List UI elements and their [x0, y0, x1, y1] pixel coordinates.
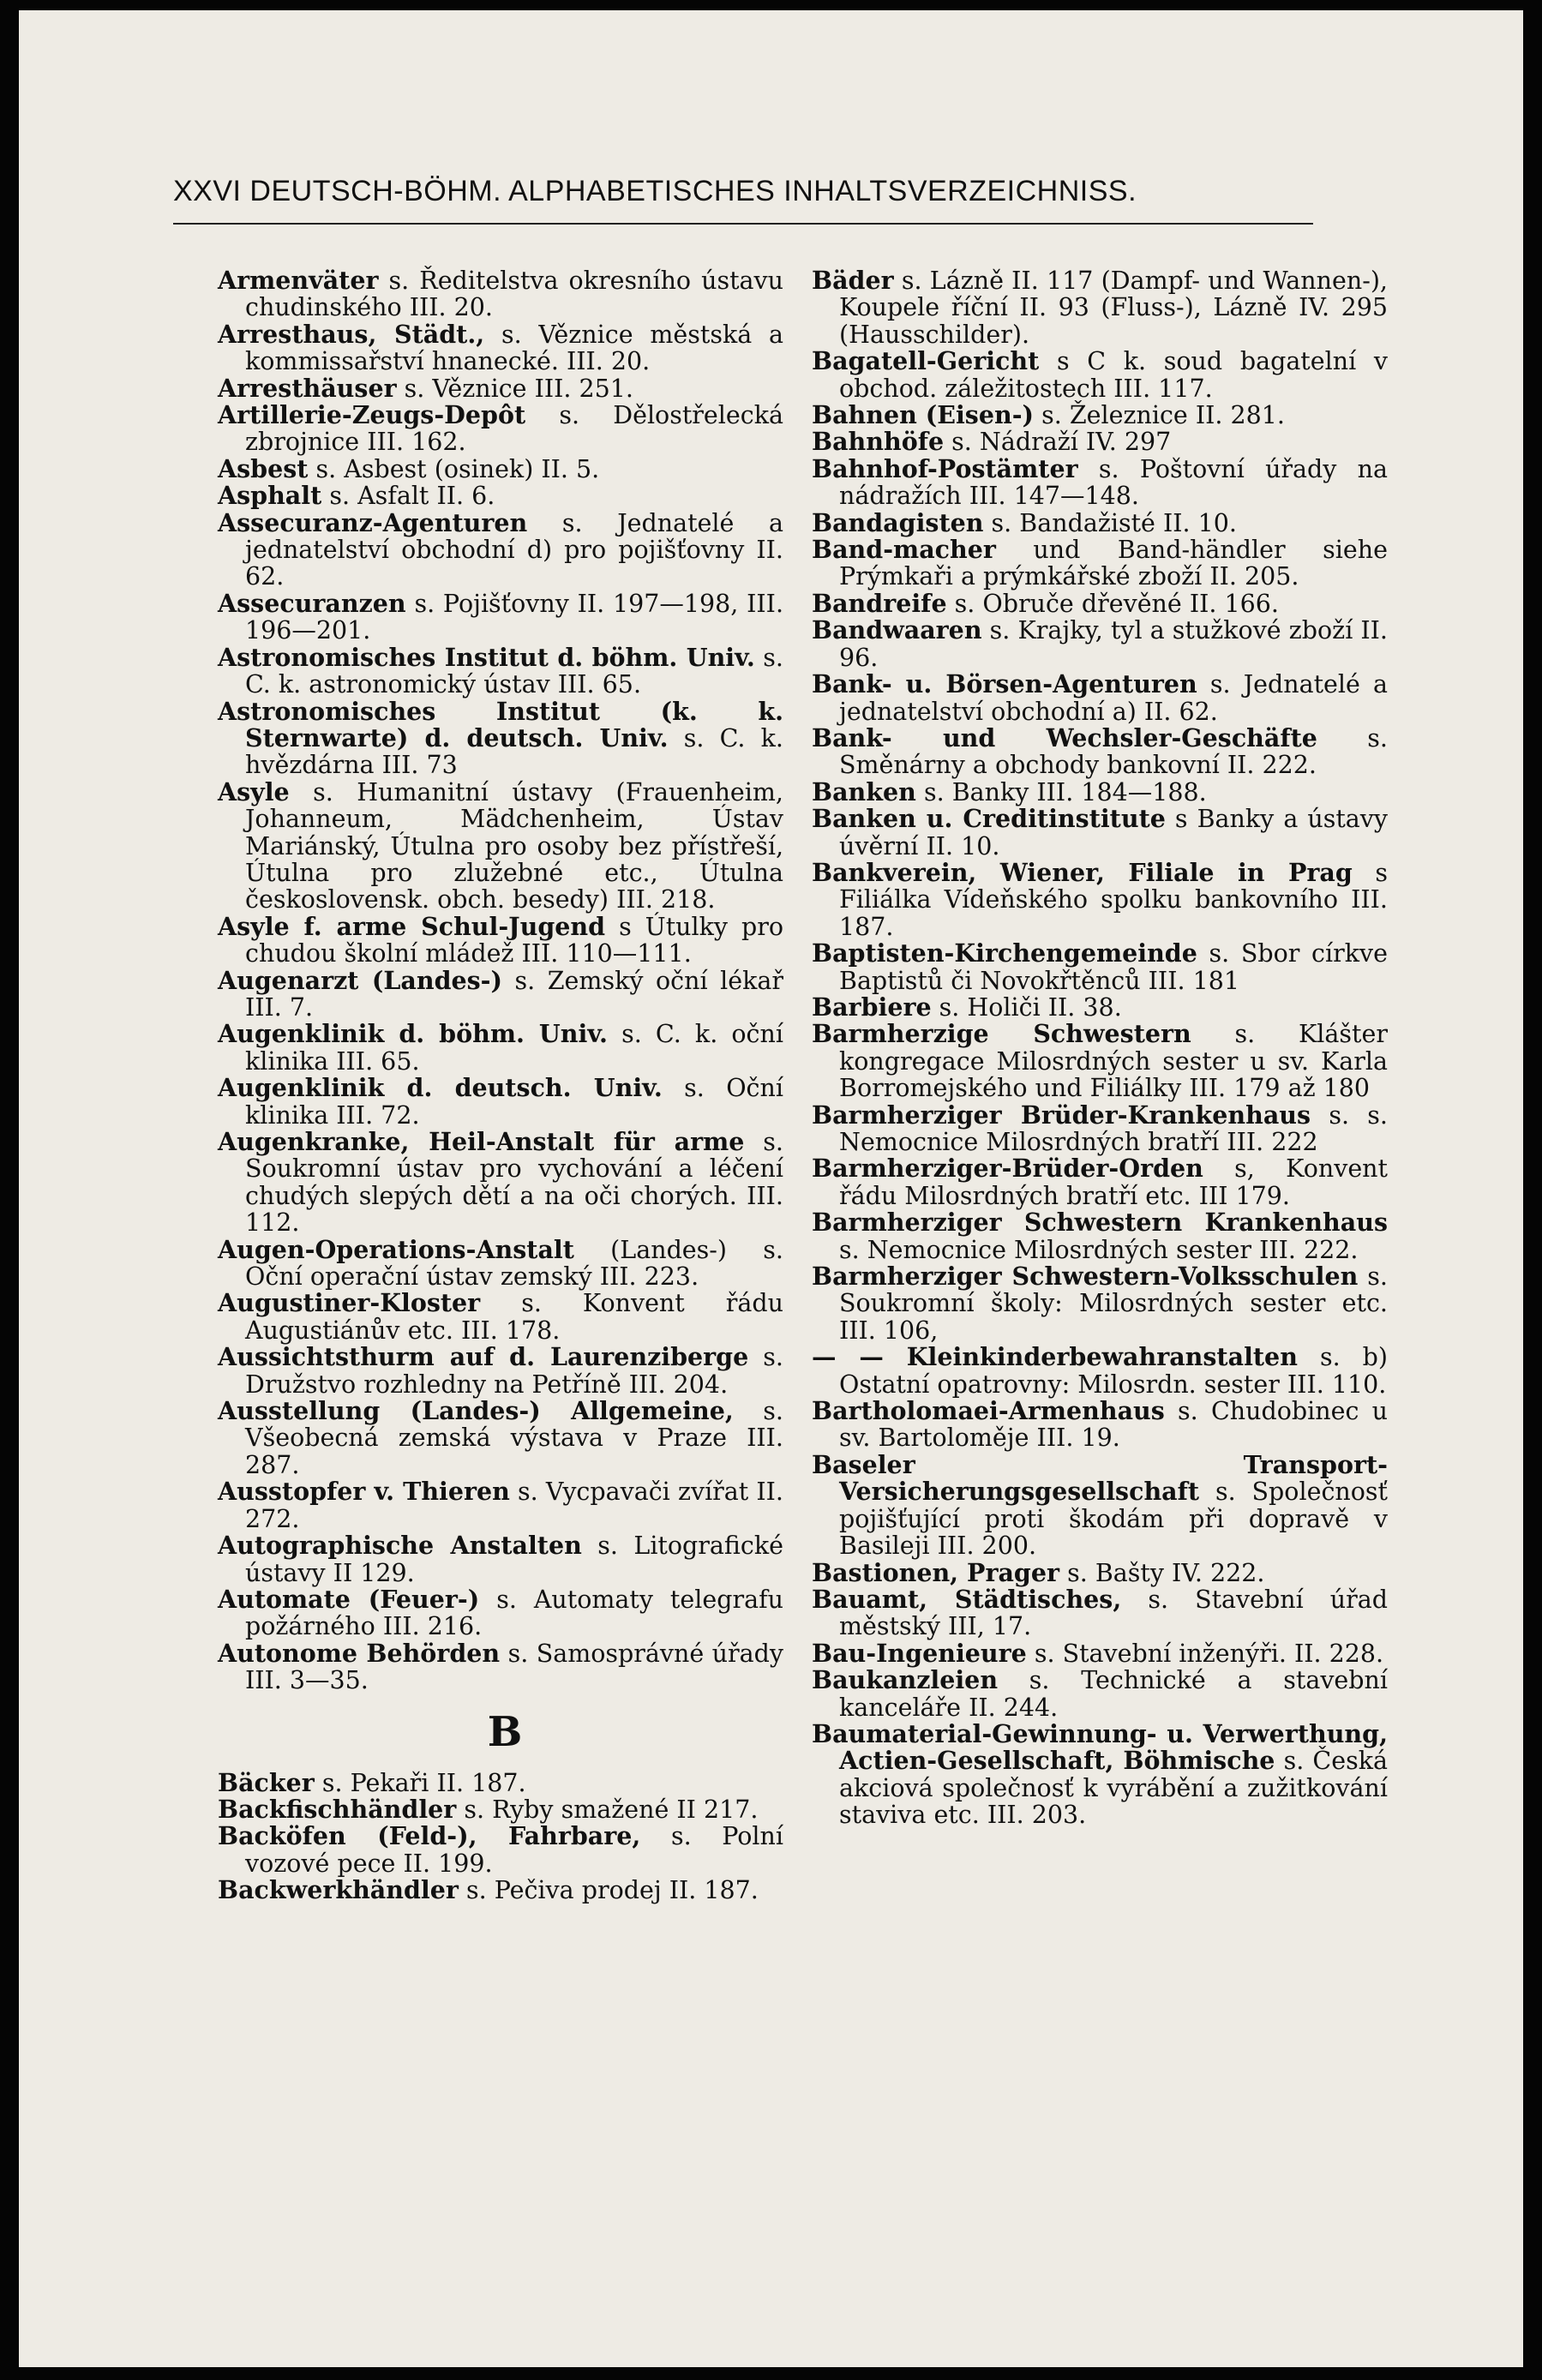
entry-reference: s. Stavební inženýři. II. 228. — [1026, 1639, 1384, 1668]
entry-reference: s. Holiči II. 38. — [931, 992, 1122, 1022]
index-entry — [218, 483, 783, 509]
index-entry — [812, 402, 1388, 429]
left-column — [218, 267, 783, 1904]
index-entry — [812, 857, 1388, 941]
entry-headword: Augenklinik d. böhm. Univ. — [218, 1019, 608, 1049]
index-entry — [218, 588, 783, 645]
entry-reference: s. Věznice III. 251. — [396, 374, 633, 403]
index-entry — [218, 1532, 783, 1586]
entry-reference: s. Bandažisté II. 10. — [983, 508, 1237, 537]
index-entry — [812, 1398, 1388, 1452]
entry-reference: s Banky a ústavy úvěrní II. 10. — [839, 805, 1388, 860]
entry-reference: s Útulky pro chudou školní mládež III. 110—111. — [245, 912, 783, 968]
book-page — [19, 10, 1523, 2367]
entry-headword: Barbiere — [812, 992, 932, 1022]
entry-headword: Assecuranz-Agenturen — [218, 507, 528, 537]
entry-headword: Bandagisten — [812, 507, 984, 537]
index-entry — [812, 776, 1388, 806]
index-entry — [218, 644, 783, 698]
entry-reference: s. Poštovní úřady na nádražích III. 147—148. — [839, 454, 1388, 511]
index-entry — [812, 507, 1388, 537]
entry-headword: Bahnen (Eisen-) — [812, 400, 1035, 430]
entry-headword: Astronomisches Institut d. böhm. Univ. — [218, 642, 755, 672]
index-entry — [812, 1586, 1388, 1640]
entry-reference: s. Humanitní ústavy (Frauenheim, Johanneum, Mädchenheim, Ústav Mariánský, Útulna pro osoby bez přístřeší, Útulna pro zlužebné etc., Útulna československ. obch. besedy) III. 218. — [245, 777, 783, 914]
entry-reference: s. Směnárny a obchody bankovní II. 222. — [839, 723, 1388, 780]
index-entry — [218, 1075, 783, 1129]
entries-b — [218, 1767, 783, 1905]
entry-reference: s. Družstvo rozhledny na Petříně III. 204. — [245, 1343, 783, 1399]
entry-reference: s. Banky III. 184—188. — [915, 777, 1207, 806]
index-entry — [218, 1021, 783, 1075]
entry-headword: Band-macher — [812, 535, 996, 565]
index-entry — [812, 537, 1388, 591]
index-entry — [218, 1344, 783, 1398]
entry-headword: Bankverein, Wiener, Filiale in Prag — [812, 857, 1353, 887]
entry-reference: s. Technické a stavební kanceláře II. 244. — [839, 1666, 1388, 1722]
section-letter-b: B — [487, 1707, 523, 1756]
page-header: XXVI DEUTSCH-BÖHM. ALPHABETISCHES INHALTSVERZEICHNISS. — [173, 175, 1137, 207]
entry-reference: s. Soukromní ústav pro vychování a léčení chudých slepých dětí a na oči chorých. III. 112. — [245, 1128, 783, 1238]
entry-headword: Backöfen (Feld-), Fahrbare, — [218, 1821, 641, 1851]
entry-headword: Banken u. Creditinstitute — [812, 804, 1166, 834]
entry-headword: Astronomisches Institut (k. k. Sternwarte) d. deutsch. Univ. — [218, 696, 783, 752]
index-entry — [812, 940, 1388, 994]
entry-reference: s. Polní vozové pece II. 199. — [245, 1822, 783, 1878]
entry-headword: Augenklinik d. deutsch. Univ. — [218, 1073, 663, 1103]
entry-headword: Bagatell-Gericht — [812, 346, 1040, 376]
index-entry — [218, 321, 783, 375]
entry-reference: s. Vycpavači zvířat II. 272. — [245, 1478, 783, 1533]
entry-headword: Barmherzige Schwestern — [812, 1019, 1191, 1049]
index-entry — [218, 1586, 783, 1640]
entry-reference: s. Česká akciová společnosť k vyrábění a zužitkování staviva etc. III. 203. — [839, 1747, 1388, 1830]
entry-reference: s. Ryby smažené II 217. — [456, 1795, 759, 1824]
index-entry — [812, 1344, 1388, 1398]
index-entry — [218, 402, 783, 456]
entry-headword: Barmherziger-Brüder-Orden — [812, 1154, 1203, 1184]
index-entry — [218, 1767, 783, 1797]
entry-reference: s. Jednatelé a jednatelství obchodní d) pro pojišťovny II. 62. — [245, 508, 783, 591]
entry-headword: Asphalt — [218, 481, 322, 511]
index-entry — [218, 698, 783, 779]
index-entry — [812, 1209, 1388, 1263]
index-entry — [812, 1640, 1388, 1667]
index-entry — [812, 429, 1388, 455]
entry-headword: Automate (Feuer-) — [218, 1584, 480, 1614]
entry-reference: s. Železnice II. 281. — [1034, 401, 1285, 430]
entry-reference: s. C. k. hvězdárna III. 73 — [245, 723, 783, 780]
entry-reference: s C k. soud bagatelní v obchod. záležitostech III. 117. — [839, 347, 1388, 403]
entry-reference: s. Jednatelé a jednatelství obchodní a) II. 62. — [839, 670, 1388, 726]
entry-headword: — — Kleinkinderbewahranstalten — [812, 1342, 1298, 1372]
entry-reference: s. Automaty telegrafu požárného III. 216. — [245, 1585, 783, 1641]
entry-reference: s Filiálka Vídeňského spolku bankovního III. 187. — [839, 858, 1388, 941]
index-entry — [812, 348, 1388, 402]
entry-reference: (Landes-) s. Oční operační ústav zemský III. 223. — [245, 1235, 783, 1292]
index-entry — [218, 453, 783, 483]
entry-headword: Armenväter — [218, 266, 379, 295]
entry-reference: s. Asfalt II. 6. — [321, 482, 495, 511]
entry-reference: s. Ředitelstva okresního ústavu chudinského III. 20. — [245, 267, 783, 322]
entry-reference: s, Konvent řádu Milosrdných bratří etc. III 179. — [839, 1154, 1388, 1210]
entry-headword: Augenkranke, Heil-Anstalt für arme — [218, 1127, 745, 1156]
entry-headword: Asyle — [218, 776, 290, 806]
index-entry — [218, 1796, 783, 1823]
entry-reference: s. Sbor církve Baptistů či Novokřtěnců III. 181 — [839, 939, 1388, 995]
entry-headword: Backwerkhändler — [218, 1875, 459, 1905]
index-entry — [812, 453, 1388, 511]
entries-a — [218, 267, 783, 1694]
index-entry — [812, 1718, 1388, 1830]
entry-reference: s. Pekaři II. 187. — [314, 1768, 526, 1797]
entry-headword: Baumaterial-Gewinnung- u. Verwerthung, Actien-Gesellschaft, Böhmische — [812, 1718, 1388, 1776]
index-entry — [218, 1290, 783, 1344]
entry-reference: s. Pečiva prodej II. 187. — [458, 1876, 759, 1905]
entry-reference: s. Stavební úřad městský III, 17. — [839, 1585, 1388, 1641]
index-entry — [218, 1234, 783, 1292]
index-entry — [218, 1398, 783, 1478]
index-entry — [218, 965, 783, 1022]
entries-right — [812, 267, 1388, 1829]
entry-headword: Autographische Anstalten — [218, 1531, 582, 1561]
index-entry — [812, 722, 1388, 780]
index-entry — [812, 1557, 1388, 1587]
index-entry — [812, 806, 1388, 860]
index-entry — [218, 1640, 783, 1694]
entry-reference: s. Nádraží IV. 297 — [944, 428, 1172, 457]
entry-reference: s. Oční klinika III. 72. — [245, 1074, 783, 1130]
entry-headword: Arresthaus, Städt., — [218, 319, 485, 349]
entry-headword: Baptisten-Kirchengemeinde — [812, 938, 1197, 968]
entry-headword: Bank- und Wechsler-Geschäfte — [812, 722, 1317, 752]
entry-headword: Bahnhöfe — [812, 427, 945, 457]
entry-headword: Augenarzt (Landes-) — [218, 965, 502, 995]
entry-reference: s. Chudobinec u sv. Bartoloměje III. 19. — [839, 1397, 1388, 1453]
entry-reference: s. Nemocnice Milosrdných sester III. 222. — [839, 1235, 1359, 1264]
entry-headword: Bäder — [812, 266, 894, 295]
entry-reference: s. Dělostřelecká zbrojnice III. 162. — [245, 401, 783, 457]
entry-headword: Bandwaaren — [812, 615, 982, 645]
entry-headword: Bastionen, Prager — [812, 1557, 1060, 1587]
entry-headword: Augustiner-Kloster — [218, 1288, 481, 1318]
entry-reference: s. b) Ostatní opatrovny: Milosrdn. sester III. 110. — [839, 1343, 1389, 1399]
entry-reference: s. Bašty IV. 222. — [1059, 1558, 1265, 1587]
entry-reference: s. Soukromní školy: Milosrdných sester etc. III. 106, — [839, 1262, 1388, 1345]
index-entry — [812, 617, 1388, 671]
entry-headword: Bartholomaei-Armenhaus — [812, 1396, 1165, 1426]
index-entry — [812, 671, 1388, 725]
entry-reference: s. Obruče dřevěné II. 166. — [946, 589, 1279, 618]
index-entry — [218, 267, 783, 321]
entry-headword: Aussichtsthurm auf d. Laurenziberge — [218, 1342, 749, 1372]
entry-headword: Bahnhof-Postämter — [812, 453, 1078, 483]
entry-reference: s. Konvent řádu Augustiánův etc. III. 178. — [245, 1289, 783, 1345]
index-entry — [812, 1102, 1388, 1156]
entry-headword: Backfischhändler — [218, 1794, 457, 1824]
entry-reference: s. Asbest (osinek) II. 5. — [308, 454, 600, 483]
index-entry — [812, 1021, 1388, 1101]
entry-headword: Baseler Transport-Versicherungsgesellschaft — [812, 1449, 1388, 1507]
entry-headword: Baukanzleien — [812, 1665, 999, 1695]
index-entry — [218, 911, 783, 968]
index-entry — [218, 776, 783, 914]
index-entry — [218, 1129, 783, 1237]
index-entry — [218, 375, 783, 402]
entry-reference: s. Klášter kongregace Milosrdných sester u sv. Karla Borromejského und Filiálky III. 179 až 180 — [839, 1020, 1388, 1103]
entry-reference: s. Všeobecná zemská výstava v Praze III. 287. — [245, 1397, 783, 1479]
index-entry — [218, 507, 783, 591]
entry-reference: und Band-händler siehe Prýmkaři a prýmkářské zboží II. 205. — [839, 536, 1388, 591]
index-entry — [812, 1667, 1388, 1721]
entry-headword: Banken — [812, 776, 916, 806]
entry-headword: Barmherziger Schwestern-Volksschulen — [812, 1262, 1359, 1292]
entry-headword: Arresthäuser — [218, 373, 397, 403]
entry-headword: Barmherziger Brüder-Krankenhaus — [812, 1100, 1311, 1130]
entry-reference: s. Pojišťovny II. 197—198, III. 196—201. — [245, 589, 783, 645]
entry-reference: s. Lázně II. 117 (Dampf- und Wannen-), Koupele říční II. 93 (Fluss-), Lázně IV. 295 (Hausschilder). — [839, 267, 1388, 349]
index-entry — [812, 1155, 1388, 1209]
entry-headword: Bau-Ingenieure — [812, 1638, 1027, 1668]
entry-headword: Autonome Behörden — [218, 1638, 501, 1668]
entry-reference: s. Společnosť pojišťující proti škodám při dopravě v Basileji III. 200. — [839, 1478, 1388, 1561]
entry-headword: Augen-Operations-Anstalt — [218, 1234, 574, 1264]
header-rule — [173, 223, 1313, 225]
entry-headword: Artillerie-Zeugs-Depôt — [218, 400, 526, 430]
entry-reference: s. C. k. oční klinika III. 65. — [245, 1020, 783, 1076]
entry-headword: Assecuranzen — [218, 588, 406, 618]
entry-headword: Bank- u. Börsen-Agenturen — [812, 669, 1197, 699]
index-entry — [812, 267, 1388, 348]
entry-reference: s. C. k. astronomický ústav III. 65. — [245, 643, 783, 699]
entry-reference: s. s. Nemocnice Milosrdných bratří III. 222 — [839, 1100, 1388, 1156]
index-entry — [812, 1263, 1388, 1344]
index-entry — [218, 1877, 783, 1903]
entry-headword: Asyle f. arme Schul-Jugend — [218, 911, 606, 941]
entry-headword: Bandreife — [812, 588, 947, 618]
entry-reference: s. Litografické ústavy II 129. — [245, 1532, 784, 1587]
index-entry — [218, 1478, 783, 1532]
entry-headword: Bauamt, Städtisches, — [812, 1584, 1122, 1614]
entry-headword: Bäcker — [218, 1767, 315, 1797]
entry-reference: s. Krajky, tyl a stužkové zboží II. 96. — [839, 616, 1388, 672]
entry-reference: s. Samosprávné úřady III. 3—35. — [245, 1639, 784, 1695]
entry-reference: s. Zemský oční lékař III. 7. — [245, 966, 783, 1022]
index-entry — [812, 588, 1388, 618]
entry-headword: Ausstopfer v. Thieren — [218, 1477, 510, 1507]
entry-headword: Barmherziger Schwestern Krankenhaus — [812, 1208, 1388, 1238]
index-entry — [812, 994, 1388, 1021]
index-entry — [218, 1823, 783, 1877]
entry-headword: Ausstellung (Landes-) Allgemeine, — [218, 1396, 734, 1426]
entry-headword: Asbest — [218, 453, 309, 483]
right-column — [812, 267, 1388, 1829]
index-entry — [812, 1449, 1388, 1561]
entry-reference: s. Věznice městská a kommissařství hnanecké. III. 20. — [245, 320, 784, 376]
